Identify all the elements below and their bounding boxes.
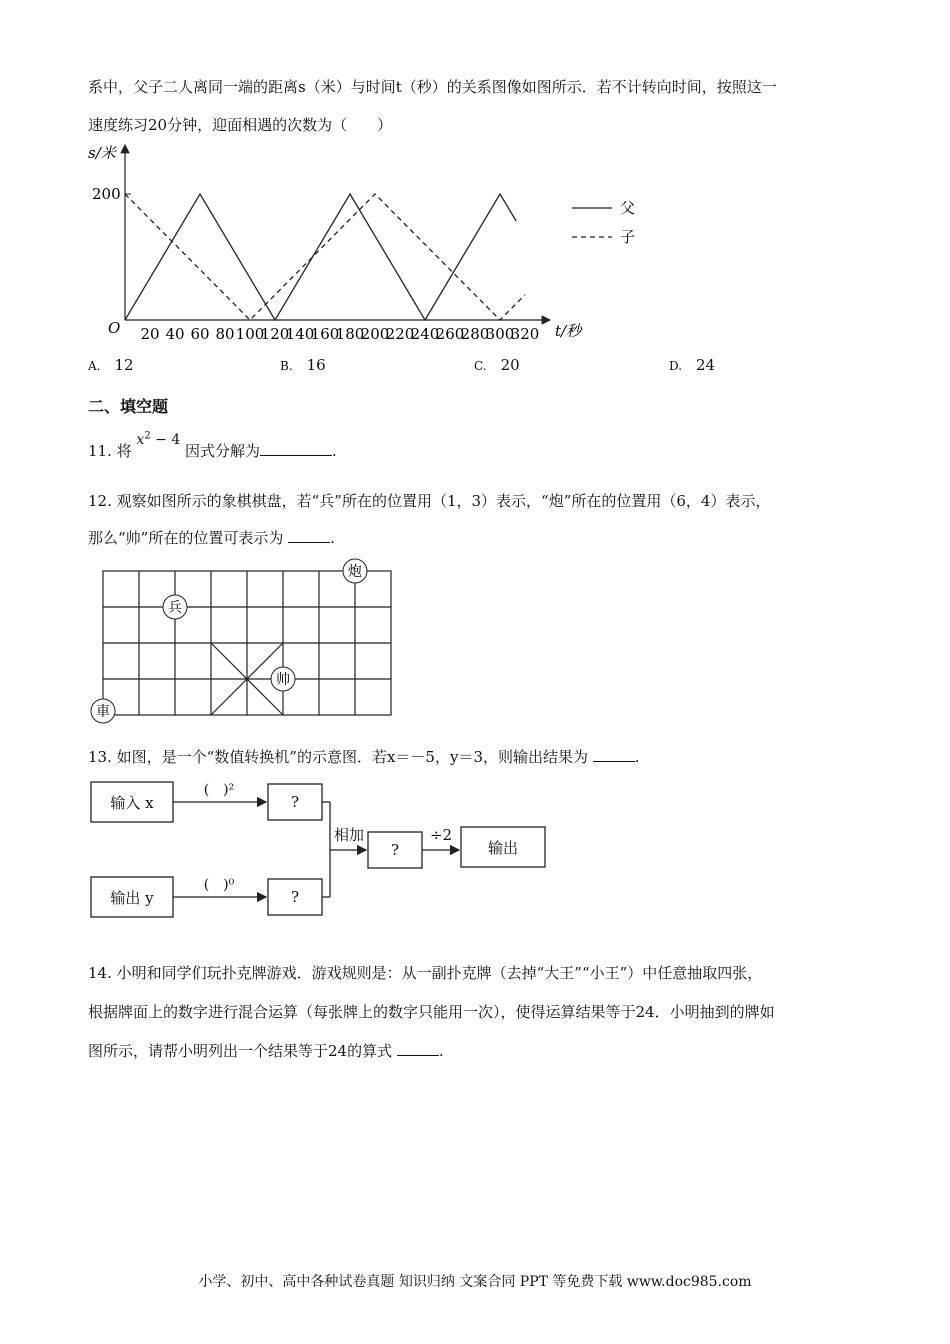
q13-text	[88, 746, 640, 767]
x-tick-label: 160	[310, 325, 340, 343]
piece-che	[91, 699, 115, 723]
option-b[interactable]	[280, 356, 326, 374]
x-tick-label: 320	[510, 325, 540, 343]
x-tick-label: 20	[140, 325, 160, 343]
q12-text-line1: 12. 观察如图所示的象棋棋盘，若“兵”所在的位置用（1，3）表示，“炮”所在的位置用（6，4）表示，	[88, 492, 771, 510]
x-axis-label: t/秒	[555, 322, 582, 340]
q14-end: .	[438, 1042, 444, 1060]
q12-text-line2	[88, 527, 335, 548]
q11-expression	[136, 432, 180, 448]
section-title: 二、填空题	[88, 397, 169, 416]
converter-diagram	[84, 772, 554, 922]
option-b-value: 16	[306, 356, 326, 374]
q10-text-line2: 速度练习20分钟，迎面相遇的次数为（ ）	[88, 116, 393, 134]
x-tick-label: 100	[235, 325, 265, 343]
piece-shuai-label: 帅	[276, 672, 290, 688]
x-tick-label: 40	[165, 325, 185, 343]
sum-question: ?	[390, 841, 400, 859]
legend-label: 父	[620, 199, 636, 217]
q12-answer-blank[interactable]	[288, 528, 330, 543]
q13-answer-blank[interactable]	[593, 747, 635, 762]
x-tick-label: 60	[190, 325, 210, 343]
legend-label: 子	[620, 228, 636, 246]
q11-answer-blank[interactable]	[260, 441, 332, 456]
option-a[interactable]	[88, 356, 134, 374]
q11-end: .	[332, 442, 337, 460]
result-1-question: ?	[290, 793, 300, 811]
option-d[interactable]	[669, 356, 715, 374]
q12-line2-text: 那么“帅”所在的位置可表示为	[88, 529, 284, 547]
y-axis-label: s/米	[88, 144, 116, 162]
q14-answer-blank[interactable]	[397, 1041, 439, 1056]
origin-label: O	[108, 319, 121, 337]
piece-pao-label: 炮	[348, 564, 362, 580]
q11-expr-x: x	[136, 432, 145, 448]
piece-pao	[343, 559, 367, 583]
option-a-letter: A.	[88, 359, 101, 373]
x-tick-label: 80	[215, 325, 235, 343]
x-tick-label: 200	[360, 325, 390, 343]
option-d-letter: D.	[669, 359, 683, 373]
x-tick-label: 240	[410, 325, 440, 343]
distance-time-chart	[80, 140, 670, 350]
board-grid	[103, 571, 391, 715]
q13-question: 13. 如图，是一个“数值转换机”的示意图．若x＝－5，y＝3，则输出结果为	[88, 748, 588, 766]
divide-label: ÷2	[429, 826, 453, 844]
option-b-letter: B.	[280, 359, 293, 373]
piece-shuai	[271, 667, 295, 691]
add-label: 相加	[333, 826, 365, 844]
q11-expr-rest: − 4	[155, 432, 181, 448]
q14-text-line2: 根据牌面上的数字进行混合运算（每张牌上的数字只能用一次），使得运算结果等于24．小明抽到的牌如	[88, 1003, 775, 1021]
x-tick-label: 300	[485, 325, 515, 343]
q10-text-line1: 系中，父子二人离同一端的距离s（米）与时间t（秒）的关系图像如图所示．若不计转向时间，按照这一	[88, 78, 777, 96]
option-a-value: 12	[114, 356, 134, 374]
q11-prefix: 11. 将	[88, 442, 132, 460]
input-y-label: 输出 y	[110, 889, 154, 907]
x-tick-label: 180	[335, 325, 365, 343]
x-tick-label: 260	[435, 325, 465, 343]
series-line-father	[125, 194, 516, 320]
x-tick-label: 220	[385, 325, 415, 343]
option-c-letter: C.	[474, 359, 487, 373]
x-tick-label: 280	[460, 325, 490, 343]
q12-end: .	[330, 529, 335, 547]
input-x-label: 输入 x	[110, 794, 154, 812]
q11-suffix: 因式分解为	[185, 442, 261, 460]
option-c-value: 20	[500, 356, 520, 374]
zero-power-op-label: ( )⁰	[203, 877, 235, 893]
output-label: 输出	[487, 839, 519, 857]
q13-end: .	[634, 748, 640, 766]
q14-text-line3	[88, 1040, 444, 1061]
q11-text	[88, 430, 337, 461]
page-footer: 小学、初中、高中各种试卷真题 知识归纳 文案合同 PPT 等免费下载 www.doc985.com	[198, 1274, 752, 1290]
piece-bing-label: 兵	[168, 600, 182, 616]
q14-line3-text: 图所示，请帮小明列出一个结果等于24的算式	[88, 1042, 393, 1060]
result-2-question: ?	[290, 888, 300, 906]
q11-expr-exp: 2	[144, 430, 151, 442]
chess-board	[84, 556, 396, 726]
x-tick-label: 140	[285, 325, 315, 343]
option-d-value: 24	[696, 356, 716, 374]
option-c[interactable]	[474, 356, 520, 374]
piece-che-label: 車	[96, 704, 110, 720]
square-op-label: ( )²	[203, 782, 235, 798]
series-line-son	[125, 194, 525, 320]
piece-bing	[163, 595, 187, 619]
y-tick-200: 200	[92, 185, 121, 203]
x-tick-label: 120	[260, 325, 290, 343]
q14-text-line1: 14. 小明和同学们玩扑克牌游戏．游戏规则是：从一副扑克牌（去掉“大王”“小王”）中任意抽取四张，	[88, 964, 763, 982]
